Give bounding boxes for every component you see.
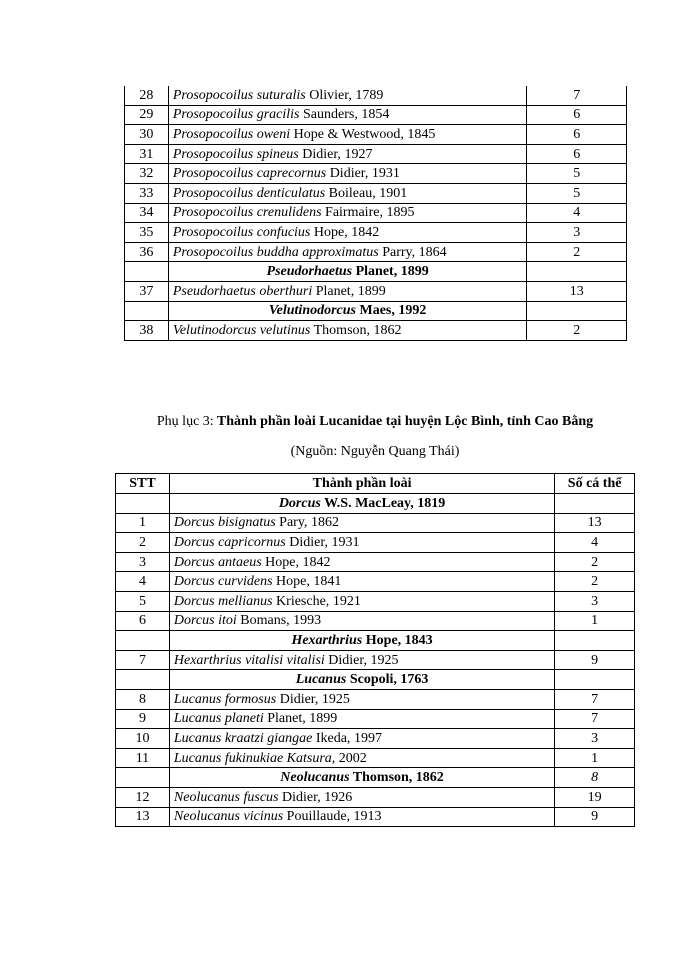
species-year: 1864 [418,244,447,260]
genus-row [116,768,635,788]
species-name [168,203,527,223]
table-row [125,281,627,301]
genus-row [116,670,635,690]
species-genus: Dorcus [173,515,215,531]
species-epithet: capricornus [218,534,286,550]
species-epithet: oweni [256,126,291,142]
species-year: 1925 [370,652,399,668]
species-epithet: kraatzi giangae [224,730,313,746]
species-name [169,729,554,749]
specimen-count: 9 [555,807,635,827]
genus-author: Hope, 1843 [365,632,433,648]
species-epithet: crenulidens [256,205,322,221]
table-row [116,748,635,768]
row-number-empty [125,262,169,282]
species-year: 1931 [371,166,400,182]
row-number: 7 [116,650,170,670]
species-epithet: oberthuri [259,283,313,299]
row-number: 6 [116,611,170,631]
species-epithet: fuscus [243,789,279,805]
species-name [168,321,527,341]
genus-count [555,631,635,651]
species-epithet: spineus [256,146,299,162]
row-number: 5 [116,591,170,611]
row-number: 12 [116,787,170,807]
header-stt: STT [116,474,170,494]
species-year: 1854 [361,107,390,123]
species-name [169,513,554,533]
row-number: 9 [116,709,170,729]
species-epithet: denticulatus [256,185,326,201]
row-number: 28 [125,86,169,105]
species-genus: Prosopocoilus [172,87,254,103]
specimen-count: 4 [527,203,627,223]
row-number: 13 [116,807,170,827]
table-header-row [116,474,635,494]
species-year: 1901 [379,185,408,201]
species-author: Boileau, [328,185,376,201]
specimen-count: 13 [527,281,627,301]
table-row [116,729,635,749]
species-genus: Velutinodorcus [172,322,257,338]
species-table-appendix-3 [115,473,635,827]
species-name [169,552,554,572]
table-row [116,533,635,553]
species-genus: Dorcus [173,534,215,550]
genus-row [116,494,635,514]
species-epithet: mellianus [218,593,273,609]
table-row [116,572,635,592]
row-number: 36 [125,242,169,262]
species-year: 1926 [324,789,353,805]
species-author: Didier, [329,166,369,182]
row-number-empty [116,494,170,514]
genus-heading [169,631,554,651]
species-name [169,533,554,553]
table-row [125,86,627,105]
species-author: Hope, [276,574,310,590]
species-name [169,650,554,670]
table-row [116,591,635,611]
specimen-count: 19 [555,787,635,807]
row-number: 1 [116,513,170,533]
species-author: Didier, [328,652,368,668]
species-year: 1927 [344,146,373,162]
row-number: 8 [116,689,170,709]
species-epithet: bisignatus [218,515,276,531]
species-year: 1895 [386,205,415,221]
header-species: Thành phần loài [169,474,554,494]
table-row [116,709,635,729]
genus-heading [169,494,554,514]
species-genus: Lucanus [173,730,222,746]
genus-name: Neolucanus [280,770,350,786]
species-epithet: curvidens [218,574,273,590]
species-name [169,709,554,729]
table-row [116,807,635,827]
genus-author: Maes, 1992 [359,303,427,319]
species-epithet: planeti [224,711,264,727]
table-row [125,203,627,223]
appendix-caption [80,414,670,430]
species-name [168,183,527,203]
row-number: 35 [125,223,169,243]
row-number: 4 [116,572,170,592]
species-genus: Lucanus [173,750,222,766]
species-genus: Lucanus [173,711,222,727]
row-number: 32 [125,164,169,184]
specimen-count: 3 [555,591,635,611]
species-genus: Dorcus [173,574,215,590]
row-number: 10 [116,729,170,749]
species-genus: Prosopocoilus [172,244,254,260]
species-genus: Prosopocoilus [172,205,254,221]
row-number-empty [116,670,170,690]
genus-name: Pseudorhaetus [266,264,353,280]
specimen-count: 7 [555,709,635,729]
row-number: 30 [125,125,169,145]
species-year: 1862 [373,322,402,338]
species-author: Ikeda, [315,730,351,746]
table-row [125,321,627,341]
species-epithet: confucius [256,224,311,240]
row-number-empty [125,301,169,321]
specimen-count: 4 [555,533,635,553]
genus-count [527,301,627,321]
row-number: 11 [116,748,170,768]
species-year: 1899 [357,283,386,299]
species-genus: Prosopocoilus [172,126,254,142]
species-author: Didier, [282,789,321,805]
species-genus: Dorcus [173,554,215,570]
specimen-count: 6 [527,144,627,164]
genus-heading [168,301,527,321]
genus-count [527,262,627,282]
species-author: Didier, [302,146,341,162]
table-row [125,223,627,243]
species-name [169,611,554,631]
table-row [116,689,635,709]
species-author: Hope & Westwood, [293,126,404,142]
species-year: 1921 [332,593,361,609]
genus-author: W.S. MacLeay, 1819 [324,495,446,511]
specimen-count: 1 [555,748,635,768]
species-author: Bomans, [240,613,290,629]
genus-row [116,631,635,651]
species-genus: Prosopocoilus [172,224,254,240]
species-epithet: buddha approximatus [256,244,379,260]
species-genus: Dorcus [173,613,215,629]
species-genus: Prosopocoilus [172,146,254,162]
specimen-count: 7 [527,86,627,105]
genus-row [125,262,627,282]
species-author: Planet, [267,711,306,727]
species-year: 1925 [321,691,350,707]
species-author: Kriesche, [276,593,330,609]
specimen-count: 13 [555,513,635,533]
genus-name: Velutinodorcus [268,303,356,319]
specimen-count: 3 [527,223,627,243]
row-number: 33 [125,183,169,203]
genus-heading [168,262,527,282]
species-author: Fairmaire, [325,205,383,221]
species-author: Olivier, [309,87,352,103]
specimen-count: 3 [555,729,635,749]
specimen-count: 5 [527,164,627,184]
species-genus: Hexarthrius [173,652,242,668]
row-number-empty [116,768,170,788]
species-genus: Neolucanus [173,809,240,825]
species-name [169,689,554,709]
species-year: 1913 [353,809,382,825]
genus-heading [169,670,554,690]
species-table-continued [124,86,627,341]
species-epithet: formosus [224,691,277,707]
species-name [168,105,527,125]
species-year: 1845 [407,126,436,142]
genus-heading [169,768,554,788]
table-row [125,242,627,262]
table-row [116,552,635,572]
species-name [168,223,527,243]
species-year: 1931 [331,534,360,550]
table-row [116,787,635,807]
genus-count [555,670,635,690]
species-year: 1997 [353,730,382,746]
table-row [116,513,635,533]
species-author: Pouillaude, [286,809,351,825]
species-name [168,86,527,105]
species-epithet: gracilis [256,107,300,123]
row-number: 34 [125,203,169,223]
row-number: 37 [125,281,169,301]
appendix-source: (Nguồn: Nguyễn Quang Thái) [290,444,460,459]
species-year: 1841 [313,574,342,590]
species-genus: Lucanus [173,691,222,707]
species-name [168,281,527,301]
species-name [169,787,554,807]
species-epithet: suturalis [256,87,306,103]
species-author: Didier, [279,691,319,707]
species-genus: Neolucanus [173,789,240,805]
species-author: Pary, [279,515,308,531]
specimen-count: 2 [555,572,635,592]
table-row [125,144,627,164]
specimen-count: 5 [527,183,627,203]
specimen-count: 6 [527,125,627,145]
genus-name: Dorcus [278,495,321,511]
species-name [169,572,554,592]
table-row [116,611,635,631]
genus-name: Hexarthrius [291,632,363,648]
species-genus: Prosopocoilus [172,166,254,182]
species-epithet: vicinus [243,809,284,825]
table-row [125,105,627,125]
species-name [169,591,554,611]
header-count: Số cá thể [555,474,635,494]
species-epithet: caprecornus [256,166,327,182]
species-name [168,125,527,145]
species-author: Parry, [382,244,416,260]
specimen-count: 9 [555,650,635,670]
species-year: 1993 [293,613,322,629]
species-genus: Pseudorhaetus [172,283,256,299]
specimen-count: 1 [555,611,635,631]
species-year: 2002 [338,750,367,766]
appendix-title: Thành phần loài Lucanidae tại huyện Lộc Bình, tỉnh Cao Bằng [216,414,594,429]
appendix-label: Phụ lục 3: [156,414,214,429]
species-epithet: antaeus [218,554,262,570]
species-year: 1789 [355,87,384,103]
species-name [169,807,554,827]
species-epithet: vitalisi vitalisi [245,652,325,668]
specimen-count: 2 [527,242,627,262]
species-author: Hope, [265,554,299,570]
species-year: 1862 [310,515,339,531]
genus-row [125,301,627,321]
row-number: 29 [125,105,169,125]
species-genus: Dorcus [173,593,215,609]
table-row [125,164,627,184]
species-epithet: velutinus [259,322,311,338]
genus-author: Planet, 1899 [355,264,429,280]
specimen-count: 6 [527,105,627,125]
species-genus: Prosopocoilus [172,185,254,201]
table-row [116,650,635,670]
row-number: 3 [116,552,170,572]
species-author: Didier, [289,534,328,550]
species-year: 1899 [309,711,338,727]
species-year: 1842 [302,554,331,570]
species-author: Hope, [313,224,348,240]
table-row [125,183,627,203]
species-name [168,242,527,262]
row-number-empty [116,631,170,651]
species-author: Saunders, [303,107,358,123]
species-genus: Prosopocoilus [172,107,254,123]
table-row [125,125,627,145]
species-name [168,164,527,184]
species-author: Planet, [315,283,355,299]
genus-count: 8 [555,768,635,788]
species-name [168,144,527,164]
row-number: 31 [125,144,169,164]
row-number: 2 [116,533,170,553]
genus-author: Scopoli, 1763 [349,672,429,688]
specimen-count: 2 [527,321,627,341]
species-epithet: itoi [218,613,237,629]
row-number: 38 [125,321,169,341]
genus-count [555,494,635,514]
specimen-count: 7 [555,689,635,709]
species-author: Thomson, [313,322,371,338]
specimen-count: 2 [555,552,635,572]
species-name [169,748,554,768]
species-year: 1842 [351,224,380,240]
genus-author: Thomson, 1862 [352,770,444,786]
genus-name: Lucanus [295,672,347,688]
species-epithet: fukinukiae Katsura, [224,750,336,766]
